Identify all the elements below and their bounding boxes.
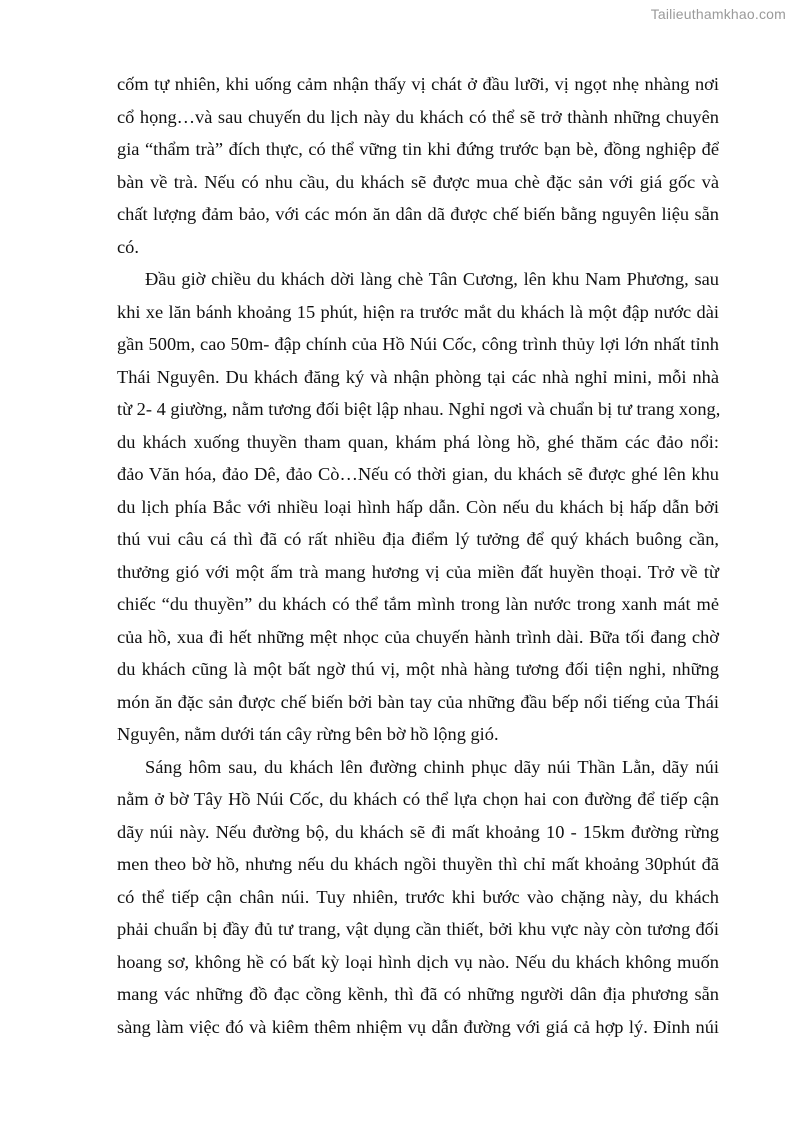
text-line: men theo bờ hồ, nhưng nếu du khách ngồi thuyền thì chỉ mất khoảng 30phút đã — [117, 854, 719, 874]
text-line: cốm tự nhiên, khi uống cảm nhận thấy vị chát ở đầu lưỡi, vị ngọt nhẹ nhàng nơi — [117, 74, 719, 94]
text-line: có. — [117, 236, 139, 257]
text-line: hoang sơ, không hề có bất kỳ loại hình dịch vụ nào. Nếu du khách không muốn — [117, 951, 719, 972]
text-line: cổ họng…và sau chuyến du lịch này du khách có thể sẽ trở thành những chuyên — [117, 106, 719, 127]
text-line: du khách xuống thuyền tham quan, khám phá lòng hồ, ghé thăm các đảo nổi: — [117, 431, 719, 452]
text-line: món ăn đặc sản được chế biến bởi bàn tay của những đầu bếp nổi tiếng của Thái — [117, 691, 719, 712]
text-line: khi xe lăn bánh khoảng 15 phút, hiện ra trước mắt du khách là một đập nước dài — [117, 301, 719, 322]
text-line: gia “thẩm trà” đích thực, có thể vững tin khi đứng trước bạn bè, đồng nghiệp để — [117, 139, 719, 159]
text-line: thú vui câu cá thì đã có rất nhiều địa điểm lý tưởng để quý khách buông cần, — [117, 529, 719, 549]
text-line: nằm ở bờ Tây Hồ Núi Cốc, du khách có thể lựa chọn hai con đường để tiếp cận — [117, 789, 719, 809]
document-page — [117, 68, 719, 1043]
text-line: Nguyên, nằm dưới tán cây rừng bên bờ hồ lộng gió. — [117, 724, 499, 744]
text-line: bàn về trà. Nếu có nhu cầu, du khách sẽ được mua chè đặc sản với giá gốc và — [117, 171, 719, 192]
text-line: dãy núi này. Nếu đường bộ, du khách sẽ đi mất khoảng 10 - 15km đường rừng — [117, 821, 719, 842]
paragraph-2 — [117, 263, 719, 751]
text-line: Thái Nguyên. Du khách đăng ký và nhận phòng tại các nhà nghỉ mini, mỗi nhà — [117, 366, 719, 387]
text-line: của hồ, xua đi hết những mệt nhọc của chuyến hành trình dài. Bữa tối đang chờ — [117, 626, 719, 647]
paragraph-3 — [117, 751, 719, 1044]
text-line: du khách cũng là một bất ngờ thú vị, một nhà hàng tương đối tiện nghi, những — [117, 659, 719, 679]
text-line: sàng làm việc đó và kiêm thêm nhiệm vụ dẫn đường với giá cả hợp lý. Đỉnh núi — [117, 1016, 719, 1037]
text-line: mang vác những đồ đạc cồng kềnh, thì đã có những người dân địa phương sẵn — [117, 984, 719, 1004]
paragraph-1 — [117, 68, 719, 263]
text-line: đảo Văn hóa, đảo Dê, đảo Cò…Nếu có thời gian, du khách sẽ được ghé lên khu — [117, 464, 719, 484]
text-line: Sáng hôm sau, du khách lên đường chinh phục dãy núi Thần Lằn, dãy núi — [145, 756, 719, 777]
text-line: phải chuẩn bị đầy đủ tư trang, vật dụng cần thiết, bởi khu vực này còn tương đối — [117, 919, 719, 939]
watermark-text: Tailieuthamkhao.com — [650, 6, 786, 22]
text-line: có thể tiếp cận chân núi. Tuy nhiên, trước khi bước vào chặng này, du khách — [117, 886, 719, 907]
text-line: chất lượng đảm bảo, với các món ăn dân dã được chế biến bằng nguyên liệu sẵn — [117, 204, 719, 224]
text-line: gần 500m, cao 50m- đập chính của Hồ Núi Cốc, công trình thủy lợi lớn nhất tỉnh — [117, 334, 719, 354]
text-line: chiếc “du thuyền” du khách có thể tắm mình trong làn nước trong xanh mát mẻ — [117, 594, 719, 614]
text-line: từ 2- 4 giường, nằm tương đối biệt lập nhau. Nghỉ ngơi và chuẩn bị tư trang xong, — [117, 399, 721, 419]
text-line: Đầu giờ chiều du khách dời làng chè Tân Cương, lên khu Nam Phương, sau — [145, 269, 719, 289]
text-line: thưởng gió với một ấm trà mang hương vị của miền đất huyền thoại. Trở về từ — [117, 561, 719, 582]
text-line: du lịch phía Bắc với nhiều loại hình hấp dẫn. Còn nếu du khách bị hấp dẫn bởi — [117, 496, 719, 517]
